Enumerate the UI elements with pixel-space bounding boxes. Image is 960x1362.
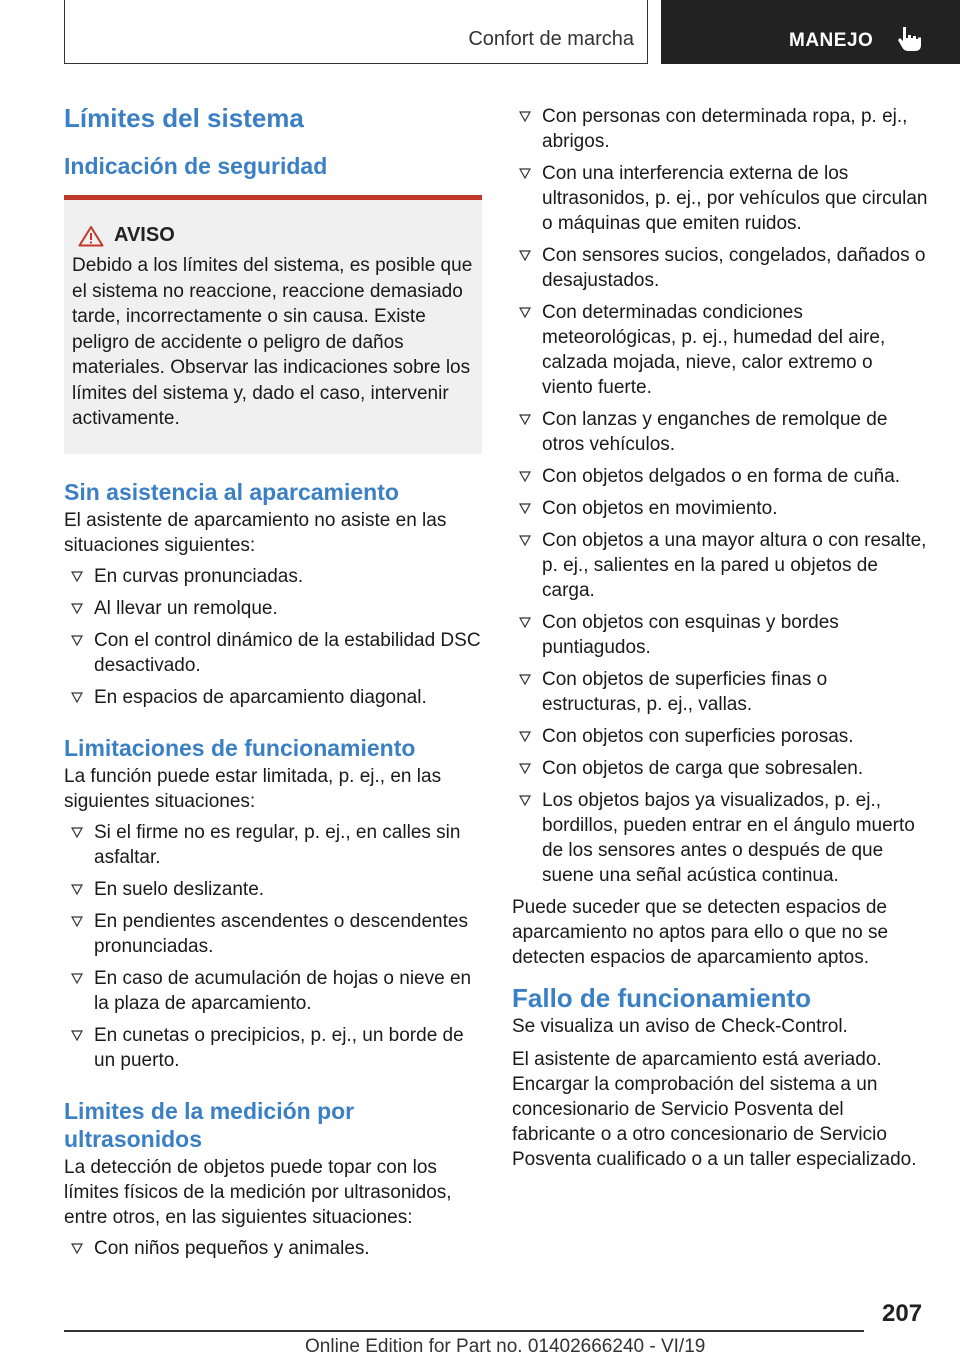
triangle-bullet-icon: [519, 168, 531, 180]
ultra-heading: Limites de la medición por ultrasonidos: [64, 1097, 355, 1152]
list-item: Con determinadas condiciones meteorológicas, p. ej., humedad del aire, calzada mojada, nieve, calor extremo o viento fuerte.: [512, 300, 928, 400]
no-assist-heading: Sin asistencia al aparcamiento: [64, 478, 399, 505]
list-item: En caso de acumulación de hojas o nieve en la plaza de aparcamiento.: [64, 966, 482, 1016]
list-item: En curvas pronunciadas.: [64, 564, 482, 589]
left-column: [64, 100, 482, 1268]
header-section-title: Confort de marcha: [468, 28, 634, 50]
list-item: Con objetos de carga que sobresalen.: [512, 756, 928, 781]
triangle-bullet-icon: [71, 884, 83, 896]
no-assist-list: [64, 564, 482, 710]
list-item: Los objetos bajos ya visualizados, p. ej., bordillos, pueden entrar en el ángulo muerto de los sensores antes o después de que suene una señal acústica continua.: [512, 788, 928, 888]
warning-title: AVISO: [114, 224, 175, 246]
list-item: Si el firme no es regular, p. ej., en calles sin asfaltar.: [64, 820, 482, 870]
triangle-bullet-icon: [71, 692, 83, 704]
triangle-bullet-icon: [519, 414, 531, 426]
triangle-bullet-icon: [519, 535, 531, 547]
list-item: En pendientes ascendentes o descendentes pronunciadas.: [64, 909, 482, 959]
triangle-bullet-icon: [519, 617, 531, 629]
list-item: Con el control dinámico de la estabilidad DSC desactivado.: [64, 628, 482, 678]
list-item: Con lanzas y enganches de remolque de otros vehículos.: [512, 407, 928, 457]
triangle-bullet-icon: [519, 795, 531, 807]
triangle-bullet-icon: [71, 827, 83, 839]
list-item: En suelo deslizante.: [64, 877, 482, 902]
list-item: En cunetas o precipicios, p. ej., un borde de un puerto.: [64, 1023, 482, 1073]
triangle-bullet-icon: [71, 635, 83, 647]
triangle-bullet-icon: [71, 916, 83, 928]
list-item: Al llevar un remolque.: [64, 596, 482, 621]
triangle-bullet-icon: [71, 1030, 83, 1042]
triangle-bullet-icon: [71, 1243, 83, 1255]
safety-heading: Indicación de seguridad: [64, 153, 328, 179]
triangle-bullet-icon: [519, 674, 531, 686]
triangle-bullet-icon: [71, 571, 83, 583]
list-item: Con objetos en movimiento.: [512, 496, 928, 521]
list-item: Con objetos con esquinas y bordes puntiagudos.: [512, 610, 928, 660]
triangle-bullet-icon: [519, 307, 531, 319]
limits-list: [64, 820, 482, 1073]
detection-note: Puede suceder que se detecten espacios de aparcamiento no aptos para ello o que no se detecten espacios de aparcamiento aptos.: [512, 897, 889, 968]
triangle-bullet-icon: [519, 731, 531, 743]
list-item: En espacios de aparcamiento diagonal.: [64, 685, 482, 710]
page-title: Límites del sistema: [64, 103, 304, 133]
chapter-label: MANEJO: [789, 30, 874, 51]
footer-edition: Online Edition for Part no. 01402666240 - VI/19: [305, 1336, 706, 1357]
list-item: Con objetos a una mayor altura o con resalte, p. ej., salientes en la pared u objetos de carga.: [512, 528, 928, 603]
list-item: Con personas con determinada ropa, p. ej., abrigos.: [512, 104, 928, 154]
malfunction-heading: Fallo de funcionamiento: [512, 983, 812, 1013]
list-item: Con objetos con superficies porosas.: [512, 724, 928, 749]
list-item: Con objetos de superficies finas o estructuras, p. ej., vallas.: [512, 667, 928, 717]
limits-heading: Limitaciones de funcionamiento: [64, 734, 416, 761]
ultra-intro: La detección de objetos puede topar con los límites físicos de la medición por ultrasonidos, entre otros, en las siguientes situaciones:: [64, 1156, 452, 1228]
triangle-bullet-icon: [71, 973, 83, 985]
header-chapter-tab: [661, 0, 960, 64]
triangle-bullet-icon: [519, 250, 531, 262]
triangle-bullet-icon: [519, 471, 531, 483]
malfunction-text-2: El asistente de aparcamiento está averiado. Encargar la comprobación del sistema a un concesionario de Servicio Posventa del fabricante o a otro concesionario de Servicio Posventa cualificado o a un taller especializado.: [512, 1049, 917, 1170]
malfunction-text-1: Se visualiza un aviso de Check-Control.: [512, 1016, 848, 1037]
list-item: Con sensores sucios, congelados, dañados o desajustados.: [512, 243, 928, 293]
page-number: 207: [882, 1300, 923, 1327]
right-column: [512, 104, 928, 1172]
list-item: Con objetos delgados o en forma de cuña.: [512, 464, 928, 489]
ultra-list: [64, 1236, 482, 1261]
limits-intro: La función puede estar limitada, p. ej., en las siguientes situaciones:: [64, 765, 442, 812]
ultra-list-continued: [512, 104, 928, 888]
warning-triangle-icon: [78, 225, 104, 247]
triangle-bullet-icon: [519, 763, 531, 775]
list-item: Con niños pequeños y animales.: [64, 1236, 482, 1261]
list-item: Con una interferencia externa de los ultrasonidos, p. ej., por vehículos que circulan o máquinas que emiten ruidos.: [512, 161, 928, 236]
triangle-bullet-icon: [519, 503, 531, 515]
footer-divider: [64, 1330, 864, 1332]
hand-pointer-icon: [895, 24, 925, 54]
triangle-bullet-icon: [519, 111, 531, 123]
warning-header: [78, 224, 474, 247]
warning-box: [64, 195, 482, 454]
no-assist-intro: El asistente de aparcamiento no asiste en las situaciones siguientes:: [64, 509, 447, 556]
triangle-bullet-icon: [71, 603, 83, 615]
warning-text: Debido a los límites del sistema, es posible que el sistema no reaccione, reaccione demasiado tarde, incorrectamente o sin causa. Existe peligro de accidente o peligro de daños materiales. Observar las indicaciones sobre los límites del sistema y, dado el caso, intervenir activamente.: [72, 255, 473, 429]
